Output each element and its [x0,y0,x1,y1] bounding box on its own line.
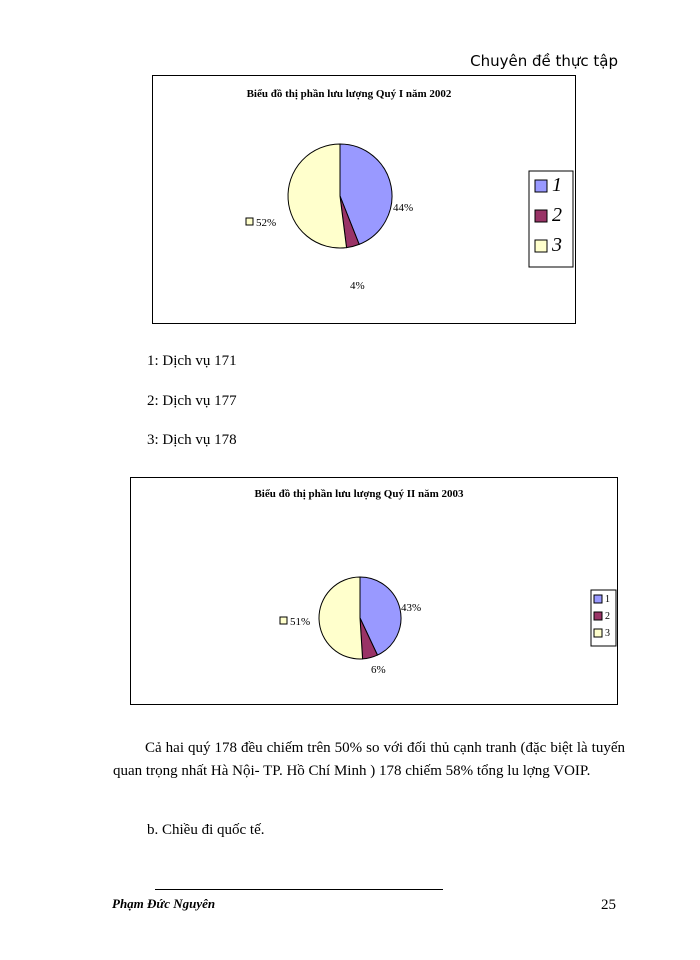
pie-chart-q2-2003 [130,477,618,705]
data-label-1 [401,602,421,614]
legend-note-2: 2: Dịch vụ 177 [147,393,237,409]
footer-author: Phạm Đức Nguyên [112,896,216,911]
chart-title: Biểu đồ thị phần lưu lượng Quý I năm 2002 [246,88,452,100]
footer-rule [155,889,443,890]
pie-slice-3 [319,577,363,659]
svg-text:4%: 4% [350,280,365,292]
pie-chart-q1-2002-svg [153,76,575,323]
chart-legend [529,171,573,267]
svg-text:1: 1 [552,174,562,196]
legend-item-1 [594,594,610,605]
pie-slice-3 [288,144,347,248]
legend-note-3: 3: Dịch vụ 178 [147,432,237,448]
svg-text:3: 3 [605,628,610,639]
svg-text:52%: 52% [256,217,277,229]
legend-item-3 [594,628,610,639]
legend-note-1: 1: Dịch vụ 171 [147,353,237,369]
data-label-3 [246,217,276,229]
chart-legend [591,590,616,646]
section-subheading: b. Chiều đi quốc tế. [147,822,265,838]
data-label-3 [280,616,310,628]
svg-text:2: 2 [605,611,610,622]
data-label-1 [393,202,413,214]
svg-text:6%: 6% [371,664,386,676]
pie-chart-q1-2002 [152,75,576,324]
pie-chart-q2-2003-svg [131,478,617,704]
svg-text:2: 2 [552,204,562,226]
svg-text:3: 3 [552,234,562,256]
body-paragraph-text: Cả hai quý 178 đều chiếm trên 50% so với đối thủ cạnh tranh (đặc biệt là tuyến quan trọng nhất Hà Nội- TP. Hồ Chí Minh ) 178 chiếm 58% tổng lu lợng VOIP. [113,740,625,779]
data-label-2 [371,664,386,676]
chart-title: Biểu đồ thị phần lưu lượng Quý II năm 2003 [254,488,464,500]
data-label-2 [350,280,365,292]
body-paragraph [113,737,625,783]
svg-text:51%: 51% [290,616,311,628]
legend-item-2 [594,611,610,622]
document-header-title: Chuyên đề thực tập [470,52,618,70]
svg-text:44%: 44% [393,202,414,214]
svg-text:43%: 43% [401,602,422,614]
svg-text:1: 1 [605,594,610,605]
page-number: 25 [601,897,616,913]
